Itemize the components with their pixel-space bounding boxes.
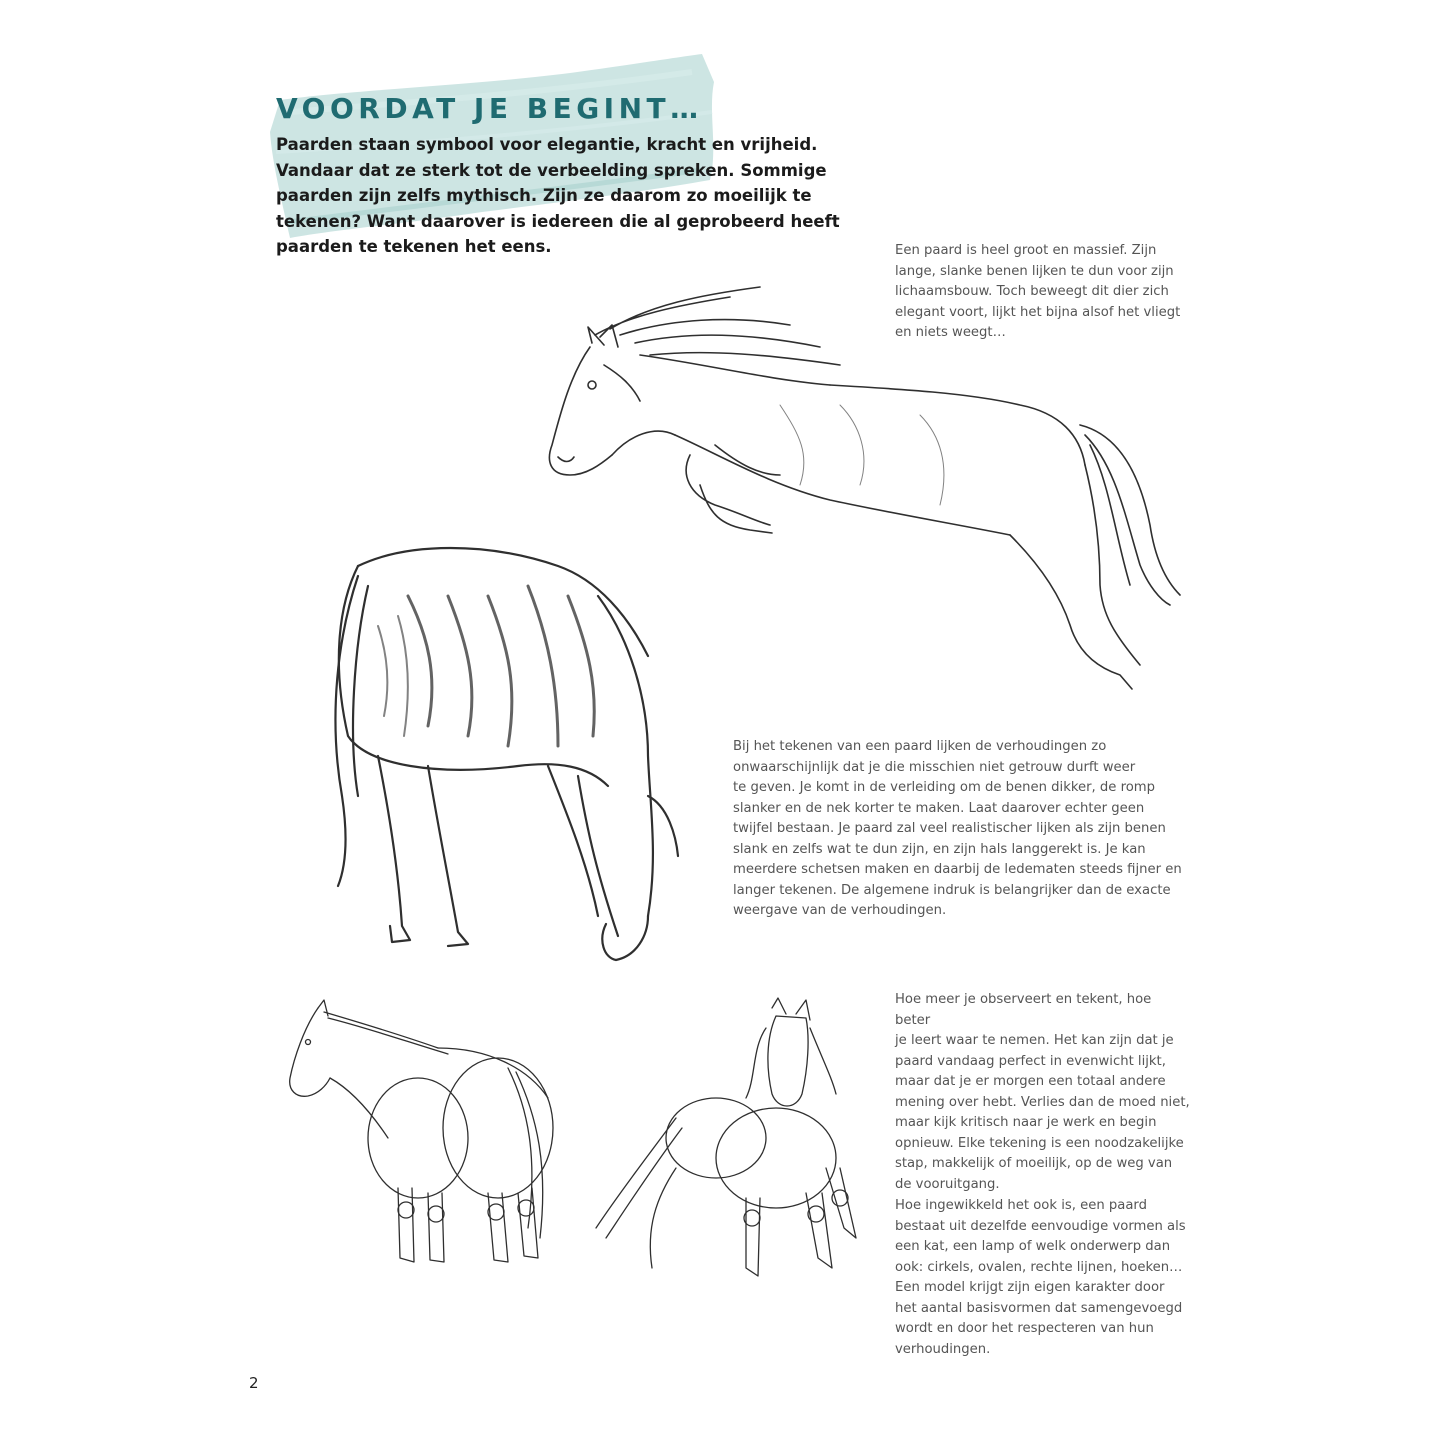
page-number: 2 xyxy=(249,1374,259,1392)
trotting-horse-construction-sketch xyxy=(596,998,861,1298)
standing-horse-construction-sketch xyxy=(288,998,558,1278)
intro-paragraph: Paarden staan symbool voor elegantie, kracht en vrijheid. Vandaar dat ze sterk tot de verbeelding spreken. Sommige paarden zijn zelfs mythisch. Zijn ze daarom zo moeilijk te tekenen? Want daarover is iedereen die al geprobeerd heeft paarden te tekenen het eens. xyxy=(276,135,840,256)
paragraph-proportions: Bij het tekenen van een paard lijken de verhoudingen zo onwaarschijnlijk dat je die misschien niet getrouw durft weer te geven. Je komt in de verleiding om de benen dikker, de romp slanker en de nek korter te maken. Laat daarover echter geen twijfel bestaan. Je paard zal veel realistischer lijken als zijn benen slank en zelfs wat te dun zijn, en zijn hals langgerekt is. Je kan meerdere schetsen maken en daarbij de ledematen steeds fijner en langer tekenen. De algemene indruk is belangrijker dan de exacte weergave van de verhoudingen. xyxy=(733,739,1182,918)
paragraph-size: Een paard is heel groot en massief. Zijn lange, slanke benen lijken te dun voor zijn lichaamsbouw. Toch beweegt dit dier zich elegant voort, lijkt het bijna alsof het vliegt en niets weegt… xyxy=(895,243,1181,340)
grazing-horse-illustration xyxy=(318,536,688,968)
paragraph-basic-shapes: Hoe ingewikkeld het ook is, een paard bestaat uit dezelfde eenvoudige vormen als een kat, een lamp of welk onderwerp dan ook: cirkels, ovalen, rechte lijnen, hoeken… Een model krijgt zijn eigen karakter door het aantal basisvormen dat samengevoegd wordt en door het respecteren van hun verhoudingen. xyxy=(895,1198,1186,1357)
paragraph-observation: Hoe meer je observeert en tekent, hoe beter je leert waar te nemen. Het kan zijn dat je paard vandaag perfect in evenwicht lijkt, maar dat je er morgen een totaal andere mening over hebt. Verlies dan de moed niet, maar kijk kritisch naar je werk en begin opnieuw. Elke tekening is een noodzakelijke stap, makkelijk of moeilijk, op de weg van de vooruitgang. xyxy=(895,992,1190,1192)
page-title: VOORDAT JE BEGINT… xyxy=(276,92,703,125)
